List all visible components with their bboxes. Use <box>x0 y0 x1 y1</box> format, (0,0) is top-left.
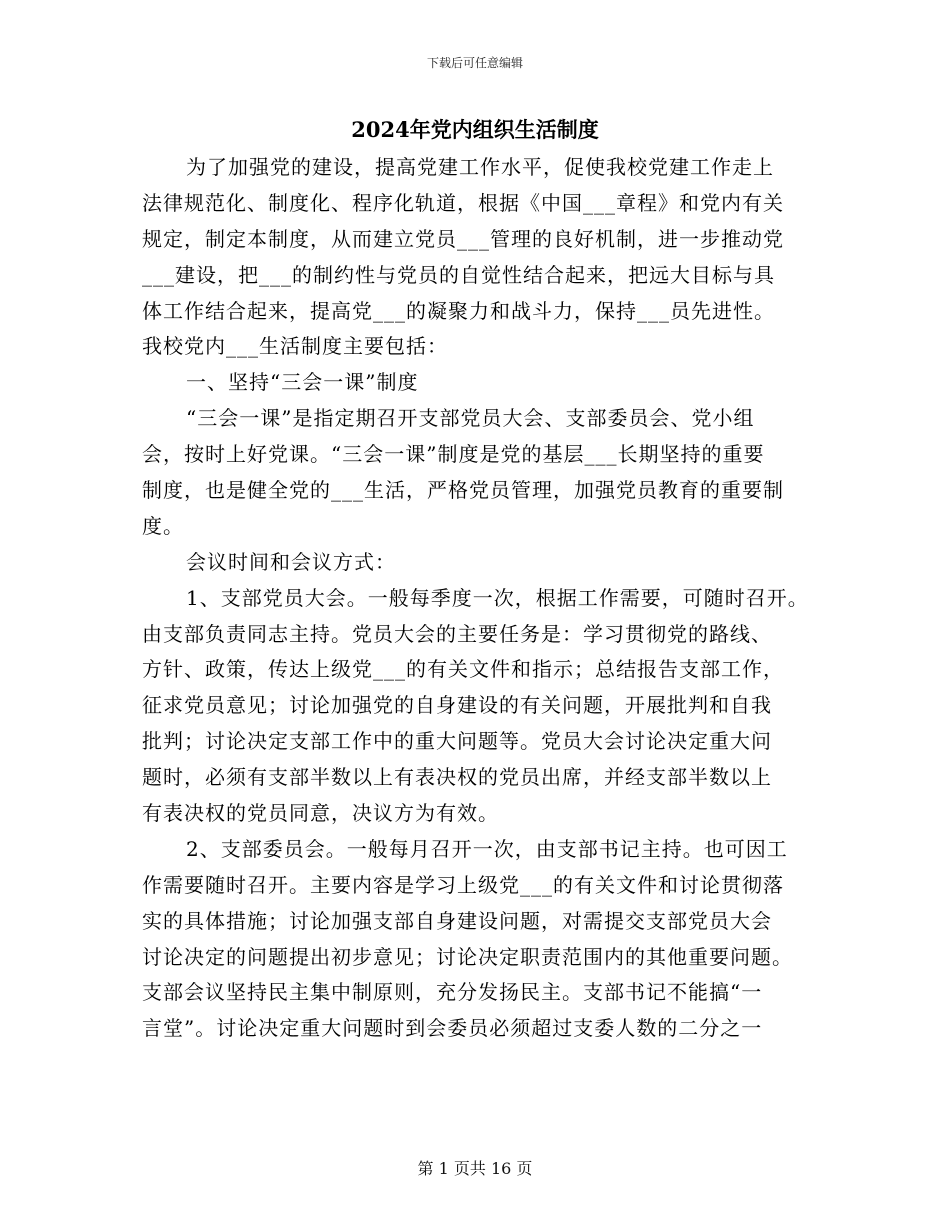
paragraph-line: 题时，必须有支部半数以上有表决权的党员出席，并经支部半数以上 <box>142 765 772 790</box>
paragraph-line: 2、支部委员会。一般每月召开一次，由支部书记主持。也可因工 <box>186 836 788 861</box>
paragraph-line: 方针、政策，传达上级党___的有关文件和指示；总结报告支部工作， <box>142 657 784 682</box>
paragraph-line: 言堂”。讨论决定重大问题时到会委员必须超过支委人数的二分之一 <box>142 1016 763 1041</box>
paragraph-line: 讨论决定的问题提出初步意见；讨论决定职责范围内的其他重要问题。 <box>142 944 793 969</box>
paragraph-line: 会议时间和会议方式： <box>186 549 396 574</box>
paragraph-line: 规定，制定本制度，从而建立党员___管理的良好机制，进一步推动党 <box>142 226 784 251</box>
paragraph-line: 我校党内___生活制度主要包括： <box>142 334 448 359</box>
paragraph-line: 支部会议坚持民主集中制原则，充分发扬民主。支部书记不能搞“一 <box>142 980 763 1005</box>
paragraph-line: 批判；讨论决定支部工作中的重大问题等。党员大会讨论决定重大问 <box>142 729 772 754</box>
paragraph-line: 体工作结合起来，提高党___的凝聚力和战斗力，保持___员先进性。 <box>142 298 775 323</box>
page-number: 第 1 页共 16 页 <box>417 1159 533 1178</box>
paragraph-line: 有表决权的党员同意，决议方为有效。 <box>142 801 499 826</box>
document-body <box>142 150 832 1047</box>
paragraph-line: 征求党员意见；讨论加强党的自身建设的有关问题，开展批判和自我 <box>142 693 772 718</box>
paragraph-line: 法律规范化、制度化、程序化轨道，根据《中国___章程》和党内有关 <box>142 190 784 215</box>
paragraph-line: 度。 <box>142 513 184 538</box>
paragraph-line: 为了加强党的建设，提高党建工作水平，促使我校党建工作走上 <box>186 155 774 179</box>
section-heading: 一、坚持“三会一课”制度 <box>186 370 419 395</box>
header-note: 下载后可任意编辑 <box>426 56 523 70</box>
paragraph-line: ___建设，把___的制约性与党员的自觉性结合起来，把远大目标与具 <box>142 262 775 287</box>
paragraph-line: 实的具体措施；讨论加强支部自身建设问题，对需提交支部党员大会 <box>142 908 772 933</box>
paragraph-line: “三会一课”是指定期召开支部党员大会、支部委员会、党小组 <box>186 406 755 431</box>
paragraph-line: 制度，也是健全党的___生活，严格党员管理，加强党员教育的重要制 <box>142 478 784 503</box>
paragraph-line: 作需要随时召开。主要内容是学习上级党___的有关文件和讨论贯彻落 <box>142 872 784 897</box>
paragraph-line: 会，按时上好党课。“三会一课”制度是党的基层___长期坚持的重要 <box>142 442 765 467</box>
paragraph-line: 由支部负责同志主持。党员大会的主要任务是：学习贯彻党的路线、 <box>142 621 772 646</box>
paragraph-line: 1、支部党员大会。一般每季度一次，根据工作需要，可随时召开。 <box>186 585 809 610</box>
document-title: 2024年党内组织生活制度 <box>351 117 599 142</box>
